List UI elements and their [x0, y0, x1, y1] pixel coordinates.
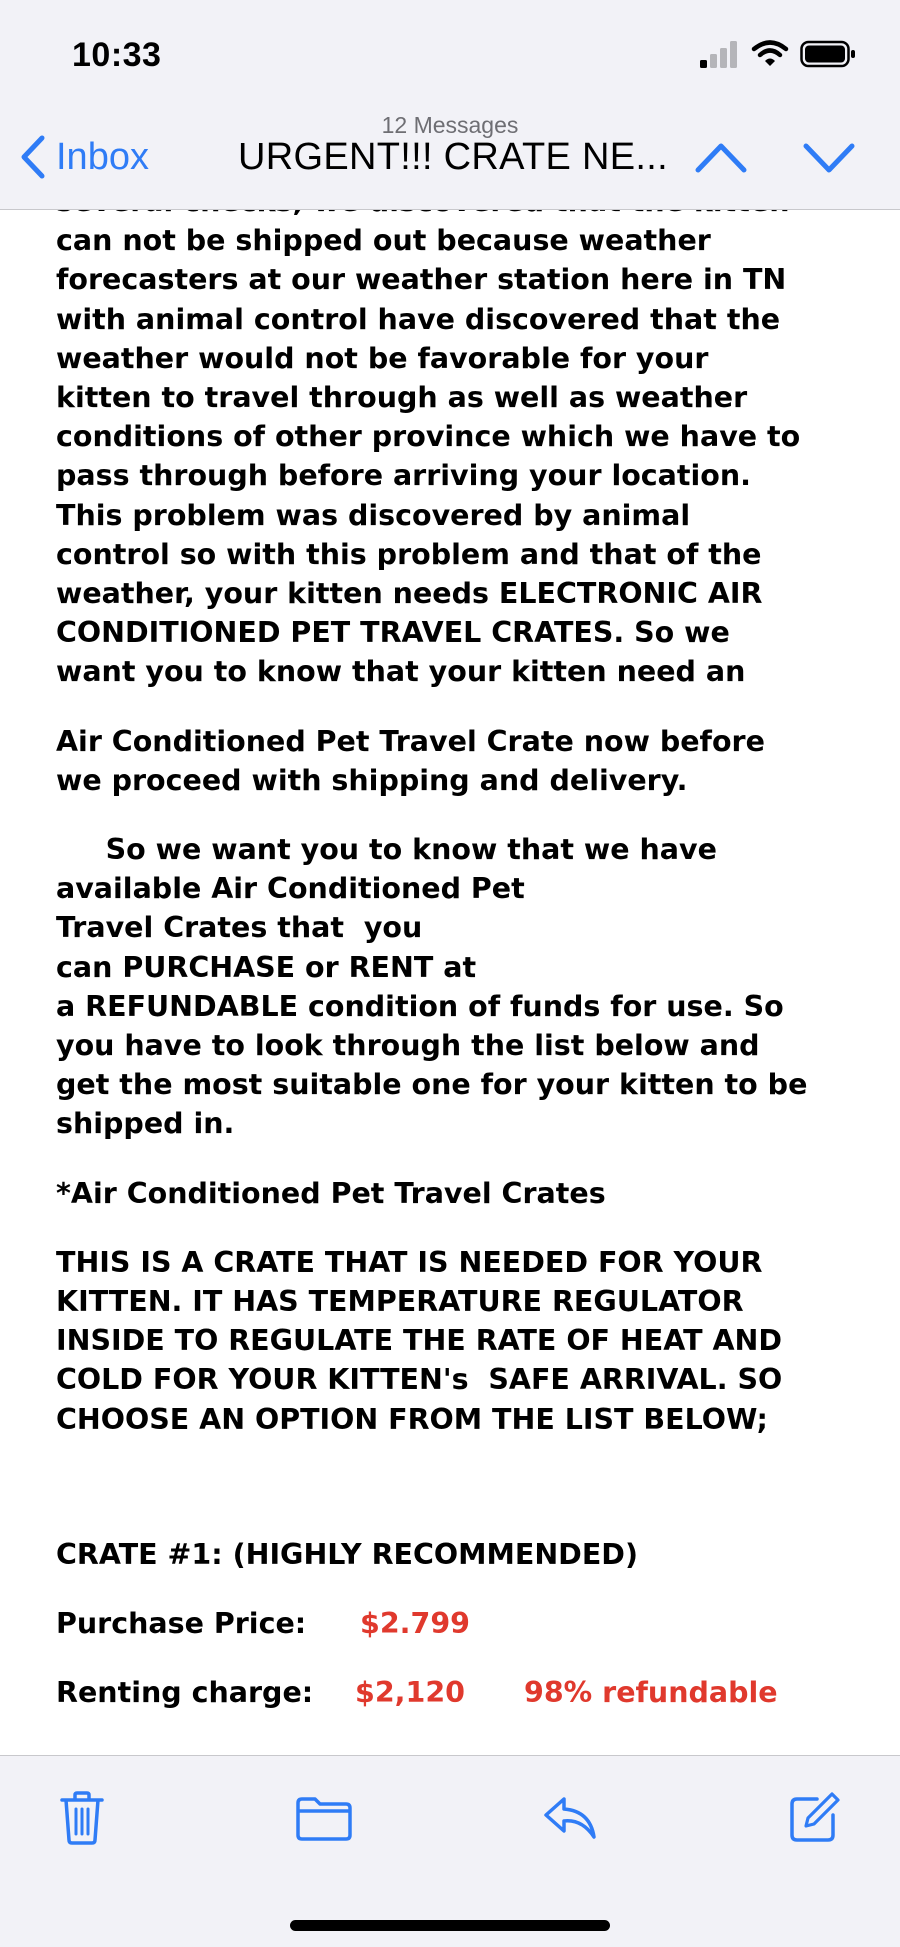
trash-button[interactable]	[52, 1788, 112, 1848]
message-count: 12 Messages	[381, 112, 519, 138]
purchase-price-value: $2.799	[360, 1607, 470, 1641]
email-body[interactable]	[0, 210, 900, 1755]
chevron-up-icon	[694, 136, 748, 178]
status-time: 10:33	[72, 36, 162, 74]
paragraph-crate-description: THIS IS A CRATE THAT IS NEEDED FOR YOUR KITTEN. IT HAS TEMPERATURE REGULATOR INSIDE TO REGULATE THE RATE OF HEAT AND COLD FOR YOUR KITTEN's SAFE ARRIVAL. SO CHOOSE AN OPTION FROM THE LIST BELOW;	[56, 1245, 783, 1436]
compose-icon	[787, 1791, 841, 1845]
wifi-icon	[752, 40, 788, 68]
status-bar	[0, 0, 900, 110]
compose-button[interactable]	[784, 1788, 844, 1848]
back-label: Inbox	[56, 135, 149, 178]
chevron-down-icon	[802, 136, 856, 178]
reply-icon	[542, 1793, 598, 1843]
bottom-toolbar	[0, 1755, 900, 1947]
nav-bar	[0, 110, 900, 210]
refund-note: 98% refundable	[524, 1676, 778, 1710]
renting-charge-value: $2,120	[355, 1676, 465, 1710]
renting-charge-label: Renting charge:	[56, 1676, 314, 1710]
cellular-signal-icon	[700, 40, 740, 68]
purchase-price-row	[56, 1604, 856, 1643]
home-indicator[interactable]	[290, 1920, 610, 1931]
move-to-folder-button[interactable]	[294, 1788, 354, 1848]
previous-message-button[interactable]	[694, 136, 748, 183]
back-to-inbox-button[interactable]	[18, 134, 149, 180]
paragraph-crate-needed: Air Conditioned Pet Travel Crate now before we proceed with shipping and delivery.	[56, 724, 765, 797]
status-icons	[700, 40, 856, 68]
chevron-left-icon	[18, 134, 48, 180]
paragraph-purchase-rent: So we want you to know that we have available Air Conditioned Pet Travel Crates that you can PURCHASE or RENT at a REFUNDABLE condition of funds for use. So you have to look through the list below and get the most suitable one for your kitten to be shipped in.	[56, 833, 808, 1141]
reply-button[interactable]	[540, 1788, 600, 1848]
trash-icon	[58, 1790, 106, 1846]
battery-icon	[800, 40, 856, 68]
crate-option-title: CRATE #1: (HIGHLY RECOMMENDED)	[56, 1537, 638, 1571]
next-message-button[interactable]	[802, 136, 856, 183]
crates-heading: *Air Conditioned Pet Travel Crates	[56, 1176, 606, 1210]
thread-title: URGENT!!! CRATE NE...	[238, 136, 668, 178]
purchase-price-label: Purchase Price:	[56, 1607, 307, 1641]
email-content	[56, 182, 856, 1713]
folder-icon	[295, 1795, 353, 1841]
renting-charge-row	[56, 1673, 856, 1712]
paragraph-weather: can not be shipped out because weather forecasters at our weather station here in TN with animal control have discovered that the weather would not be favorable for your kitten to travel through as well as weather conditions of other province which we have to pass through before arriving your location. This problem was discovered by animal control so with this problem and that of the weather, your kitten needs ELECTRONIC AIR CONDITIONED PET TRAVEL CRATES. So we want you to know that your kitten need an	[56, 224, 801, 689]
